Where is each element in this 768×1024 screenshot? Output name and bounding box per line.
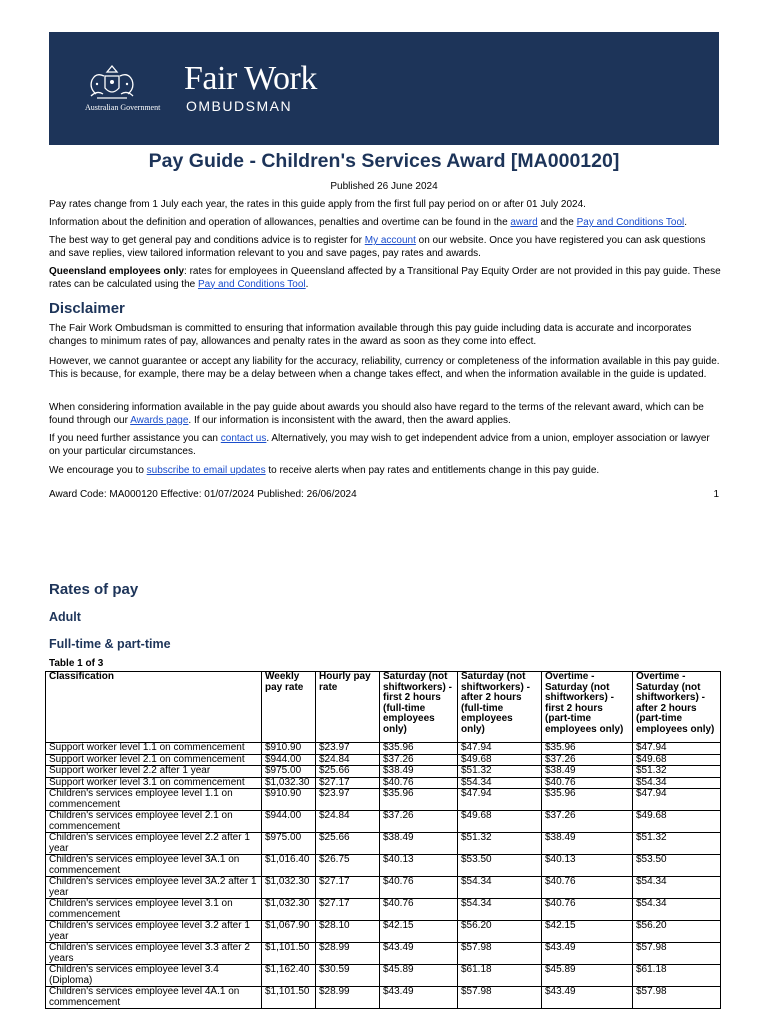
column-header: Overtime - Saturday (not shiftworkers) - first 2 hours (part-time employees only) — [542, 672, 633, 743]
rate-cell: $25.66 — [316, 766, 380, 778]
text: and the — [537, 217, 577, 228]
classification-cell: Children's services employee level 3.4 (Diploma) — [46, 965, 262, 987]
header-banner — [49, 32, 719, 145]
intro-paragraph-2 — [49, 217, 721, 230]
rate-cell: $40.76 — [542, 899, 633, 921]
rate-cell: $28.99 — [316, 943, 380, 965]
rate-cell: $54.34 — [633, 899, 721, 921]
rate-cell: $1,016.40 — [262, 855, 316, 877]
rate-cell: $51.32 — [458, 766, 542, 778]
classification-cell: Support worker level 1.1 on commencement — [46, 743, 262, 755]
disclaimer-paragraph-5 — [49, 465, 721, 478]
pay-conditions-tool-link-2[interactable]: Pay and Conditions Tool — [197, 278, 306, 290]
table-row — [46, 743, 721, 755]
rate-cell: $54.34 — [458, 877, 542, 899]
rate-cell: $49.68 — [458, 754, 542, 766]
rate-cell: $1,032.30 — [262, 899, 316, 921]
rate-cell: $1,101.50 — [262, 943, 316, 965]
classification-cell: Support worker level 2.1 on commencement — [46, 754, 262, 766]
pay-conditions-tool-link[interactable]: Pay and Conditions Tool — [576, 217, 685, 228]
queensland-paragraph — [49, 266, 721, 291]
rate-cell: $45.89 — [542, 965, 633, 987]
table-row — [46, 921, 721, 943]
classification-cell: Children's services employee level 2.2 after 1 year — [46, 833, 262, 855]
rate-cell: $54.34 — [633, 877, 721, 899]
rate-cell: $57.98 — [633, 943, 721, 965]
page-title: Pay Guide - Children's Services Award [MA000120] — [148, 150, 620, 172]
rate-cell: $54.34 — [458, 899, 542, 921]
classification-cell: Children's services employee level 1.1 on commencement — [46, 789, 262, 811]
column-header: Weekly pay rate — [262, 672, 316, 743]
contact-us-link[interactable]: contact us — [220, 433, 267, 444]
table-header-row — [46, 672, 721, 743]
classification-cell: Children's services employee level 4A.1 on commencement — [46, 987, 262, 1009]
pay-rates-table — [45, 671, 721, 1009]
rate-cell: $56.20 — [633, 921, 721, 943]
table-row — [46, 943, 721, 965]
rate-cell: $40.13 — [380, 855, 458, 877]
rate-cell: $944.00 — [262, 754, 316, 766]
text: . — [684, 217, 688, 228]
rate-cell: $23.97 — [316, 789, 380, 811]
rate-cell: $37.26 — [380, 754, 458, 766]
rate-cell: $910.90 — [262, 789, 316, 811]
text: on our website. Once you have registered you can ask questions and save replies, view tailored information relevant to you and save pages, pay rates and awards. — [49, 235, 706, 259]
rate-cell: $61.18 — [458, 965, 542, 987]
classification-cell: Children's services employee level 3A.2 after 1 year — [46, 877, 262, 899]
rate-cell: $57.98 — [458, 987, 542, 1009]
rate-cell: $1,162.40 — [262, 965, 316, 987]
table-label: Table 1 of 3 — [49, 658, 104, 669]
table-row — [46, 965, 721, 987]
my-account-link[interactable]: My account — [364, 235, 416, 246]
rate-cell: $51.32 — [633, 766, 721, 778]
rate-cell: $53.50 — [633, 855, 721, 877]
fulltime-heading: Full-time & part-time — [49, 637, 171, 651]
intro-paragraph-3 — [49, 235, 721, 260]
rate-cell: $49.68 — [633, 811, 721, 833]
text: to receive alerts when pay rates and entitlements change in this pay guide. — [265, 465, 600, 476]
rate-cell: $38.49 — [380, 833, 458, 855]
rate-cell: $1,032.30 — [262, 777, 316, 789]
rate-cell: $38.49 — [542, 833, 633, 855]
rate-cell: $28.99 — [316, 987, 380, 1009]
rate-cell: $61.18 — [633, 965, 721, 987]
rate-cell: $1,032.30 — [262, 877, 316, 899]
rate-cell: $944.00 — [262, 811, 316, 833]
rates-heading: Rates of pay — [49, 581, 139, 598]
table-row — [46, 811, 721, 833]
column-header: Saturday (not shiftworkers) - after 2 hours (full-time employees only) — [458, 672, 542, 743]
rate-cell: $57.98 — [458, 943, 542, 965]
brand-title: Fair Work — [184, 60, 317, 97]
queensland-label: Queensland employees only — [49, 266, 185, 277]
rate-cell: $27.17 — [316, 877, 380, 899]
rate-cell: $54.34 — [458, 777, 542, 789]
classification-cell: Support worker level 3.1 on commencement — [46, 777, 262, 789]
rate-cell: $47.94 — [633, 789, 721, 811]
rate-cell: $30.59 — [316, 965, 380, 987]
intro-paragraph-1: Pay rates change from 1 July each year, the rates in this guide apply from the first full pay period on or after 01 July 2024. — [49, 199, 586, 210]
rate-cell: $35.96 — [380, 789, 458, 811]
rate-cell: $975.00 — [262, 833, 316, 855]
rate-cell: $40.76 — [542, 777, 633, 789]
rate-cell: $43.49 — [542, 943, 633, 965]
rate-cell: $43.49 — [542, 987, 633, 1009]
rate-cell: $910.90 — [262, 743, 316, 755]
rate-cell: $38.49 — [380, 766, 458, 778]
classification-cell: Children's services employee level 3.2 after 1 year — [46, 921, 262, 943]
table-row — [46, 987, 721, 1009]
award-code-line: Award Code: MA000120 Effective: 01/07/2024 Published: 26/06/2024 — [49, 489, 357, 500]
rate-cell: $35.96 — [380, 743, 458, 755]
disclaimer-paragraph-1: The Fair Work Ombudsman is committed to ensuring that information available through this pay guide including data is accurate and incorporates changes to minimum rates of pay, allowances and penalty rates in the award as soon as they come into effect. — [49, 323, 692, 347]
rate-cell: $27.17 — [316, 777, 380, 789]
award-link[interactable]: award — [510, 217, 538, 228]
rate-cell: $24.84 — [316, 754, 380, 766]
rate-cell: $43.49 — [380, 943, 458, 965]
rate-cell: $49.68 — [458, 811, 542, 833]
classification-cell: Support worker level 2.2 after 1 year — [46, 766, 262, 778]
awards-page-link[interactable]: Awards page — [130, 414, 189, 426]
rate-cell: $37.26 — [542, 754, 633, 766]
adult-heading: Adult — [49, 610, 81, 624]
rate-cell: $42.15 — [542, 921, 633, 943]
rate-cell: $49.68 — [633, 754, 721, 766]
subscribe-link[interactable]: subscribe to email updates — [146, 465, 266, 476]
table-row — [46, 877, 721, 899]
rate-cell: $43.49 — [380, 987, 458, 1009]
rate-cell: $35.96 — [542, 743, 633, 755]
classification-cell: Children's services employee level 2.1 on commencement — [46, 811, 262, 833]
text: Information about the definition and operation of allowances, penalties and overtime can be found in the — [49, 217, 511, 228]
rate-cell: $37.26 — [542, 811, 633, 833]
rate-cell: $27.17 — [316, 899, 380, 921]
classification-cell: Children's services employee level 3.3 after 2 years — [46, 943, 262, 965]
column-header: Overtime - Saturday (not shiftworkers) - after 2 hours (part-time employees only) — [633, 672, 721, 743]
rate-cell: $1,101.50 — [262, 987, 316, 1009]
rate-cell: $23.97 — [316, 743, 380, 755]
published-date: Published 26 June 2024 — [330, 181, 438, 192]
table-row — [46, 855, 721, 877]
rate-cell: $37.26 — [380, 811, 458, 833]
table-row — [46, 766, 721, 778]
text: : rates for employees in Queensland affected by a Transitional Pay Equity Order are not provided in this pay guide. These rates can be calculated using the — [49, 266, 721, 290]
text: . Alternatively, you may wish to get independent advice from a union, employer association or lawyer on your particular circumstances. — [49, 433, 710, 457]
rate-cell: $40.76 — [380, 777, 458, 789]
rate-cell: $24.84 — [316, 811, 380, 833]
classification-cell: Children's services employee level 3A.1 on commencement — [46, 855, 262, 877]
rate-cell: $1,067.90 — [262, 921, 316, 943]
text: . If our information is inconsistent with the award, then the award applies. — [188, 414, 511, 426]
rate-cell: $42.15 — [380, 921, 458, 943]
classification-cell: Children's services employee level 3.1 on commencement — [46, 899, 262, 921]
disclaimer-paragraph-4 — [49, 433, 721, 458]
disclaimer-paragraph-3 — [49, 402, 721, 427]
rate-cell: $47.94 — [458, 789, 542, 811]
column-header: Saturday (not shiftworkers) - first 2 hours (full-time employees only) — [380, 672, 458, 743]
rate-cell: $57.98 — [633, 987, 721, 1009]
rate-cell: $51.32 — [633, 833, 721, 855]
rate-cell: $54.34 — [633, 777, 721, 789]
text: . — [305, 278, 309, 290]
text: We encourage you to — [49, 465, 147, 476]
table-row — [46, 789, 721, 811]
rate-cell: $25.66 — [316, 833, 380, 855]
table-row — [46, 899, 721, 921]
rate-cell: $45.89 — [380, 965, 458, 987]
rate-cell: $35.96 — [542, 789, 633, 811]
rate-cell: $40.13 — [542, 855, 633, 877]
rate-cell: $28.10 — [316, 921, 380, 943]
rate-cell: $56.20 — [458, 921, 542, 943]
rate-cell: $38.49 — [542, 766, 633, 778]
rate-cell: $26.75 — [316, 855, 380, 877]
rate-cell: $975.00 — [262, 766, 316, 778]
brand-subtitle: OMBUDSMAN — [186, 98, 293, 114]
rate-cell: $40.76 — [542, 877, 633, 899]
rate-cell: $53.50 — [458, 855, 542, 877]
text: If you need further assistance you can — [49, 433, 221, 444]
table-row — [46, 754, 721, 766]
disclaimer-paragraph-2: However, we cannot guarantee or accept any liability for the accuracy, reliability, currency or completeness of the information available in this pay guide. This is because, for example, there may be a delay between when a change takes effect, and when the information available in the guide is updated. — [49, 356, 720, 380]
rate-cell: $40.76 — [380, 899, 458, 921]
rate-cell: $51.32 — [458, 833, 542, 855]
table-row — [46, 777, 721, 789]
column-header: Hourly pay rate — [316, 672, 380, 743]
rate-cell: $40.76 — [380, 877, 458, 899]
column-header: Classification — [46, 672, 262, 743]
rate-cell: $47.94 — [633, 743, 721, 755]
government-label: Australian Government — [85, 103, 161, 112]
page-number: 1 — [713, 489, 719, 500]
text: When considering information available in the pay guide about awards you should also have regard to the terms of the relevant award, which can be found through our — [49, 402, 704, 426]
table-row — [46, 833, 721, 855]
disclaimer-heading: Disclaimer — [49, 300, 125, 317]
rate-cell: $47.94 — [458, 743, 542, 755]
page-footer — [49, 489, 719, 500]
text: The best way to get general pay and conditions advice is to register for — [49, 235, 365, 246]
